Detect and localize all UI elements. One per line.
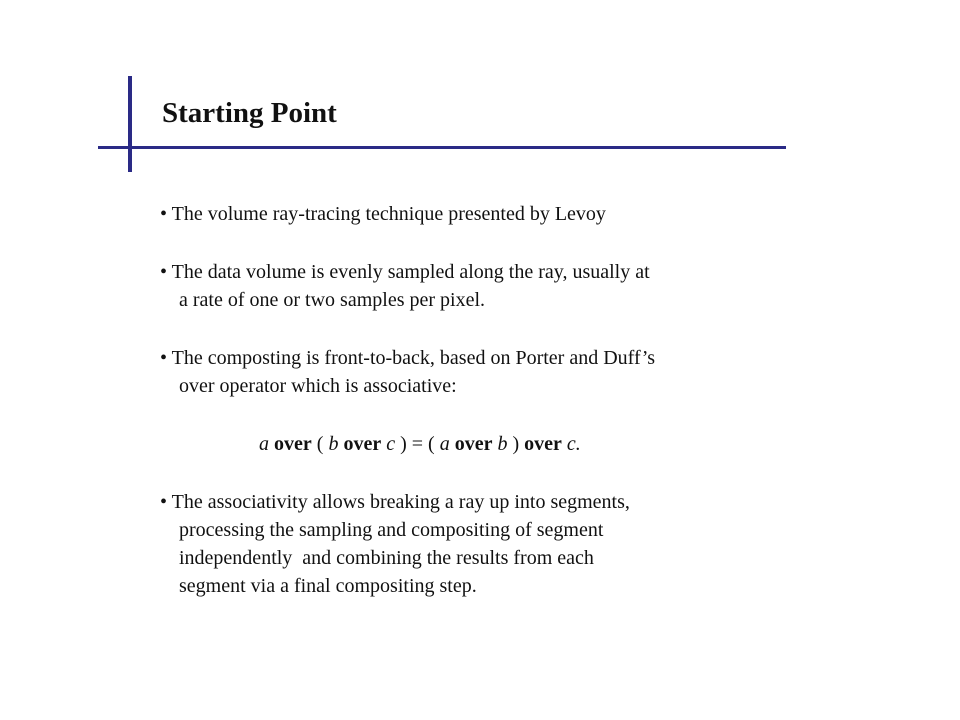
accent-horizontal-line [98,146,786,149]
formula-var: b [497,433,508,455]
bullet-text: The volume ray-tracing technique presented by Levoy [171,203,606,225]
bullet-dot: • [160,261,168,283]
formula-paren: ) [400,433,407,455]
formula-operator: over [524,433,562,455]
bullet-associativity [160,488,630,516]
bullet-associativity-continued: segment via a final compositing step. [179,575,477,597]
formula-var: c [386,433,396,455]
bullet-dot: • [160,491,168,513]
bullet-associativity-continued: processing the sampling and compositing of segment [179,519,604,541]
formula-operator: over [454,433,493,455]
formula-paren: ( [316,433,324,455]
bullet-text: The composting is front-to-back, based on Porter and Duff’s [171,347,656,369]
accent-vertical-line [128,76,132,172]
formula-paren: ) [512,433,520,455]
slide-title: Starting Point [162,97,337,129]
formula-var: a [439,433,450,455]
bullet-levoy [160,200,606,228]
bullet-sampling [160,258,650,286]
bullet-compositing-continued: over operator which is associative: [179,375,457,397]
bullet-dot: • [160,203,168,225]
bullet-text: The associativity allows breaking a ray up into segments, [171,491,630,513]
associativity-formula [259,430,581,458]
formula-operator: over [274,433,312,455]
bullet-text: The data volume is evenly sampled along the ray, usually at [171,261,650,283]
formula-operator: over [343,433,382,455]
bullet-dot: • [160,347,168,369]
formula-var: a [259,433,269,455]
formula-paren: ( [428,433,435,455]
bullet-compositing [160,344,655,372]
formula-var: b [328,433,339,455]
bullet-sampling-continued: a rate of one or two samples per pixel. [179,289,486,311]
formula-var: c. [566,433,581,455]
formula-equals: = [411,433,424,455]
bullet-associativity-continued: independently and combining the results from each [179,547,594,569]
